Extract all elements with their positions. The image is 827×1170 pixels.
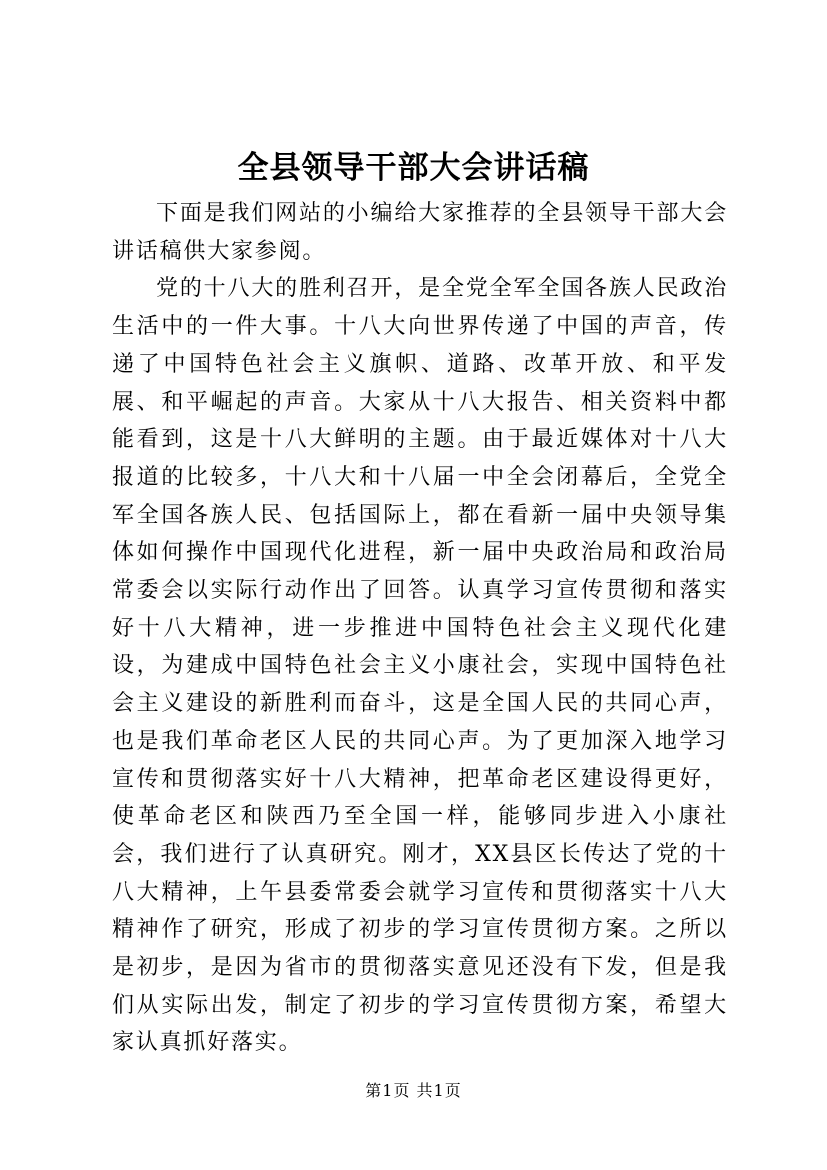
paragraph-main: 党的十八大的胜利召开，是全党全军全国各族人民政治生活中的一件大事。十八大向世界传递了中国的声音，传递了中国特色社会主义旗帜、道路、改革开放、和平发展、和平崛起的声音。大家从十八大报告、相关资料中都能看到，这是十八大鲜明的主题。由于最近媒体对十八大报道的比较多，十八大和十八届一中全会闭幕后，全党全军全国各族人民、包括国际上，都在看新一届中央领导集体如何操作中国现代化进程，新一届中央政治局和政治局常委会以实际行动作出了回答。认真学习宣传贯彻和落实好十八大精神，进一步推进中国特色社会主义现代化建设，为建成中国特色社会主义小康社会，实现中国特色社会主义建设的新胜利而奋斗，这是全国人民的共同心声，也是我们革命老区人民的共同心声。为了更加深入地学习宣传和贯彻落实好十八大精神，把革命老区建设得更好，使革命老区和陕西乃至全国一样，能够同步进入小康社会，我们进行了认真研究。刚才，XX县区长传达了党的十八大精神，上午县委常委会就学习宣传和贯彻落实十八大精神作了研究，形成了初步的学习宣传贯彻方案。之所以是初步，是因为省市的贯彻落实意见还没有下发，但是我们从实际出发，制定了初步的学习宣传贯彻方案，希望大家认真抓好落实。	[112, 276, 728, 1056]
document-body	[112, 195, 728, 1062]
page-footer: 第1页 共1页	[365, 1081, 462, 1100]
document-title: 全县领导干部大会讲话稿	[237, 150, 590, 186]
paragraph-intro: 下面是我们网站的小编给大家推荐的全县领导干部大会讲话稿供大家参阅。	[112, 201, 728, 264]
